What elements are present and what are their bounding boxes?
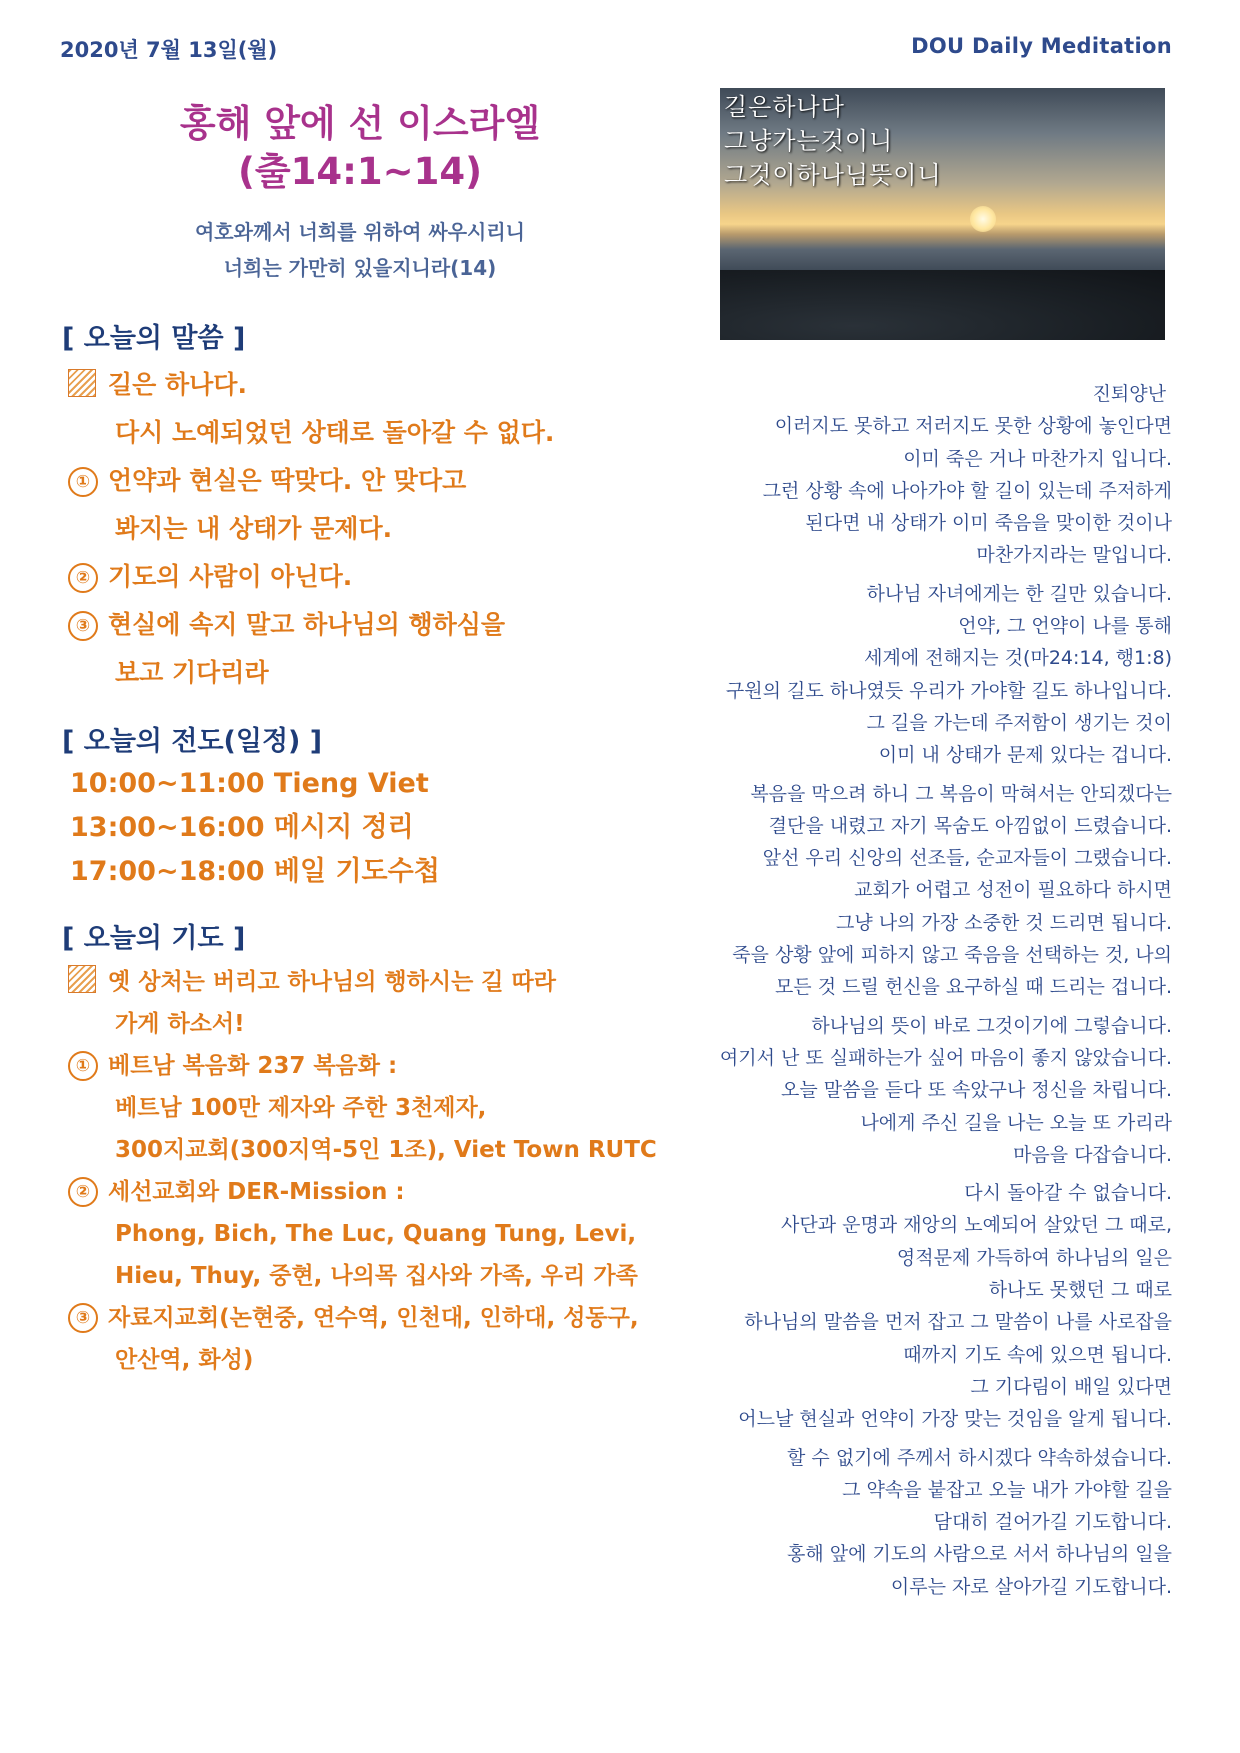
meditation-line: 여기서 난 또 실패하는가 싶어 마음이 좋지 않았습니다.	[719, 1046, 1172, 1069]
meditation-line: 마음을 다잡습니다.	[1013, 1143, 1172, 1166]
word-main-line2: 다시 노예되었던 상태로 돌아갈 수 없다.	[115, 418, 555, 447]
meditation-line: 언약, 그 언약이 나를 통해	[958, 615, 1172, 638]
meditation-line: 세계에 전해지는 것(마24:14, 행1:8)	[864, 647, 1172, 670]
prayer-point2-line1: 세선교회와 DER-Mission :	[108, 1179, 405, 1205]
schedule-item: 10:00~11:00 Tieng Viet	[70, 768, 429, 799]
key-verse-line1: 여호와께서 너희를 위하여 싸우시리니	[194, 220, 525, 244]
meditation-paragraph-1	[612, 410, 1172, 571]
photo-caption-line3: 그것이하나님뜻이니	[724, 161, 942, 189]
meditation-line: 할 수 없기에 주께서 하시겠다 약속하셨습니다.	[787, 1446, 1172, 1469]
word-point3-line2: 보고 기다리라	[115, 658, 269, 687]
meditation-line: 때까지 기도 속에 있으면 됩니다.	[903, 1343, 1172, 1366]
schedule-heading: [ 오늘의 전도(일정) ]	[62, 726, 323, 757]
meditation-line: 오늘 말씀을 듣다 또 속았구나 정신을 차립니다.	[780, 1079, 1172, 1102]
meditation-column	[612, 378, 1172, 1609]
prayer-section	[60, 916, 660, 1381]
meditation-line: 그 약속을 붙잡고 오늘 내가 가야할 길을	[842, 1478, 1172, 1501]
meditation-line: 이미 죽은 거나 마찬가지 입니다.	[903, 447, 1172, 470]
meditation-line: 홍해 앞에 기도의 사람으로 서서 하나님의 일을	[787, 1543, 1172, 1566]
meditation-line: 사단과 운명과 재앙의 노예되어 살았던 그 때로,	[780, 1214, 1172, 1237]
photo-caption-line2: 그냥가는것이니	[724, 127, 894, 155]
circled-number-1: ①	[68, 1051, 98, 1081]
word-point2-line1: 기도의 사람이 아닌다.	[108, 562, 353, 591]
sun-glow	[970, 206, 996, 232]
key-verse	[60, 214, 660, 286]
brand-title: DOU Daily Meditation	[911, 34, 1172, 58]
word-main-line1: 길은 하나다.	[108, 370, 247, 399]
meditation-line: 그냥 나의 가장 소중한 것 드리면 됩니다.	[836, 911, 1172, 934]
meditation-line: 구원의 길도 하나였듯 우리가 가야할 길도 하나입니다.	[725, 679, 1172, 702]
schedule-item: 17:00~18:00 베일 기도수첩	[70, 856, 440, 887]
meditation-line: 이미 내 상태가 문제 있다는 겁니다.	[878, 744, 1172, 767]
photo-caption-line1: 길은하나다	[724, 93, 845, 121]
meditation-line: 모든 것 드릴 헌신을 요구하실 때 드리는 겁니다.	[774, 976, 1172, 999]
prayer-point2-line2: Phong, Bich, The Luc, Quang Tung, Levi,	[115, 1221, 637, 1247]
title-block	[60, 100, 660, 286]
prayer-point1-line2: 베트남 100만 제자와 주한 3천제자,	[115, 1095, 487, 1121]
meditation-paragraph-4	[612, 1010, 1172, 1171]
sermon-title: 홍해 앞에 선 이스라엘	[179, 102, 541, 145]
sunset-photo	[720, 88, 1165, 340]
meditation-line: 하나님의 뜻이 바로 그것이기에 그렇습니다.	[811, 1014, 1172, 1037]
meditation-line: 죽을 상황 앞에 피하지 않고 죽음을 선택하는 것, 나의	[732, 944, 1172, 967]
meditation-line: 그 길을 가는데 주저함이 생기는 것이	[866, 711, 1172, 734]
meditation-line: 이루는 자로 살아가길 기도합니다.	[890, 1575, 1172, 1598]
prayer-main-line2: 가게 하소서!	[115, 1011, 245, 1037]
meditation-line: 그런 상황 속에 나아가야 할 길이 있는데 주저하게	[762, 479, 1172, 502]
meditation-line: 교회가 어렵고 성전이 필요하다 하시면	[854, 879, 1172, 902]
circled-number-2: ②	[68, 1177, 98, 1207]
prayer-point3-line1: 자료지교회(논현중, 연수역, 인천대, 인하대, 성동구,	[108, 1305, 639, 1331]
key-verse-line2: 너희는 가만히 있을지니라(14)	[223, 256, 497, 280]
meditation-line: 다시 돌아갈 수 없습니다.	[964, 1182, 1172, 1205]
page-date: 2020년 7월 13일(월)	[60, 38, 278, 62]
meditation-line: 마찬가지라는 말입니다.	[976, 544, 1172, 567]
prayer-main-line1: 옛 상처는 버리고 하나님의 행하시는 길 따라	[108, 969, 556, 995]
hatch-bullet-icon	[68, 369, 96, 397]
circled-number-2: ②	[68, 563, 98, 593]
schedule-item: 13:00~16:00 메시지 정리	[70, 812, 414, 843]
word-point1-line2: 봐지는 내 상태가 문제다.	[115, 514, 393, 543]
word-section	[60, 316, 660, 697]
meditation-line: 복음을 막으려 하니 그 복음이 막혀서는 안되겠다는	[750, 782, 1172, 805]
circled-number-3: ③	[68, 1303, 98, 1333]
meditation-line: 하나도 못했던 그 때로	[988, 1279, 1172, 1302]
meditation-paragraph-6	[612, 1442, 1172, 1603]
schedule-section	[60, 719, 660, 894]
hatch-bullet-icon	[68, 965, 96, 993]
meditation-line: 된다면 내 상태가 이미 죽음을 맞이한 것이나	[805, 512, 1172, 535]
meditation-line: 그 기다림이 배일 있다면	[970, 1375, 1172, 1398]
prayer-point3-line2: 안산역, 화성)	[115, 1347, 254, 1373]
meditation-line: 나에게 주신 길을 나는 오늘 또 가리라	[860, 1111, 1172, 1134]
meditation-title: 진퇴양난	[1092, 383, 1166, 405]
meditation-line: 하나님 자녀에게는 한 길만 있습니다.	[866, 582, 1172, 605]
meditation-line: 하나님의 말씀을 먼저 잡고 그 말씀이 나를 사로잡을	[744, 1311, 1172, 1334]
left-column	[60, 100, 660, 1381]
prayer-point2-line3: Hieu, Thuy, 중현, 나의목 집사와 가족, 우리 가족	[115, 1263, 638, 1289]
meditation-paragraph-2	[612, 578, 1172, 772]
prayer-point1-line3: 300지교회(300지역-5인 1조), Viet Town RUTC	[115, 1137, 657, 1163]
photo-caption	[720, 88, 946, 194]
meditation-paragraph-5	[612, 1177, 1172, 1435]
meditation-line: 영적문제 가득하여 하나님의 일은	[896, 1246, 1172, 1269]
meditation-line: 앞선 우리 신앙의 선조들, 순교자들이 그랬습니다.	[762, 847, 1172, 870]
circled-number-3: ③	[68, 611, 98, 641]
meditation-line: 어느날 현실과 언약이 가장 맞는 것임을 알게 됩니다.	[738, 1408, 1172, 1431]
prayer-heading: [ 오늘의 기도 ]	[62, 923, 246, 954]
sermon-reference: (출14:1~14)	[237, 150, 483, 193]
meditation-line: 이러지도 못하고 저러지도 못한 상황에 놓인다면	[774, 415, 1172, 438]
rocky-shore	[720, 270, 1165, 340]
prayer-point1-line1: 베트남 복음화 237 복음화 :	[108, 1053, 398, 1079]
circled-number-1: ①	[68, 467, 98, 497]
word-heading: [ 오늘의 말씀 ]	[62, 323, 246, 354]
word-point1-line1: 언약과 현실은 딱맞다. 안 맞다고	[108, 466, 467, 495]
word-point3-line1: 현실에 속지 말고 하나님의 행하심을	[108, 610, 506, 639]
meditation-line: 담대히 걸어가길 기도합니다.	[933, 1511, 1172, 1534]
meditation-paragraph-3	[612, 778, 1172, 1004]
meditation-line: 결단을 내렸고 자기 목숨도 아낌없이 드렸습니다.	[768, 814, 1172, 837]
